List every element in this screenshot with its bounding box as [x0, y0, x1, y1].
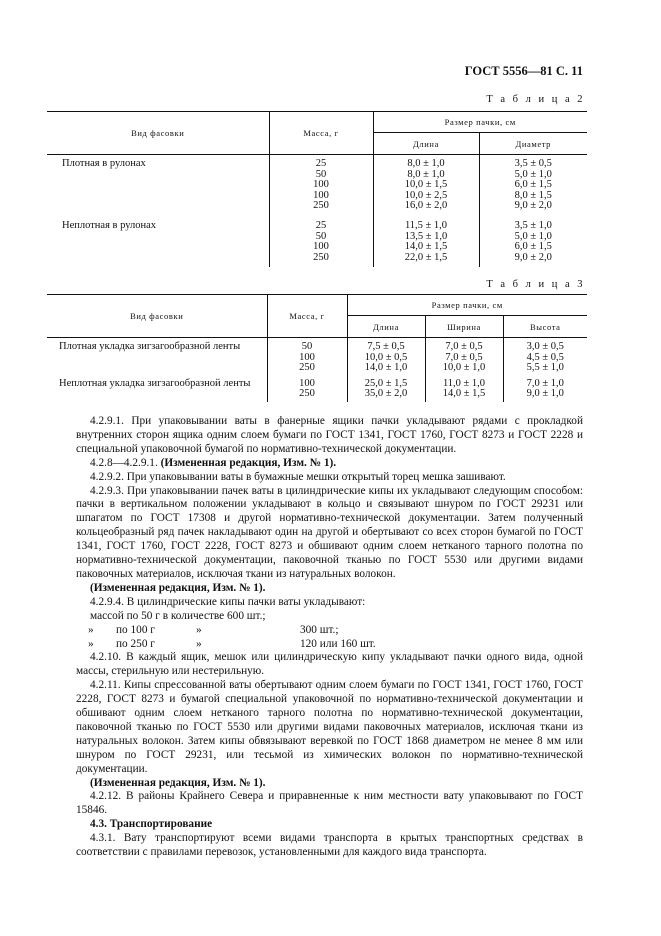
amendment-note-3: (Измененная редакция, Изм. № 1).: [90, 776, 266, 789]
t3-col-width: Ширина: [425, 316, 503, 338]
para-4-2-9-1: 4.2.9.1. При упаковывании ваты в фанерные ящики пачки укладывают рядами с прокладкой внутренних сторон ящика одним слоем бумаги по ГОСТ 1341, ГОСТ 1760, ГОСТ 8273 и ГОСТ 2228 и специальной упаковочной бумагой по нормативно-технической документации.: [76, 415, 583, 455]
t3-group2-mass: 100 250: [267, 374, 347, 402]
t3-col-height: Высота: [503, 316, 587, 338]
t3-col-mass: Масса, г: [267, 295, 347, 338]
t2-group2-diameter: 3,5 ± 1,0 5,0 ± 1,0 6,0 ± 1,5 9,0 ± 2,0: [514, 219, 552, 263]
amendment-note-2: (Измененная редакция, Изм. № 1).: [90, 581, 266, 594]
t3-group2-height: 7,0 ± 1,0 9,0 ± 1,0: [526, 377, 564, 400]
t3-col-size: Размер пачки, см: [347, 295, 587, 316]
t2-col-mass: Масса, г: [269, 112, 373, 155]
qty-row: » по 250 г » 120 или 160 шт.: [88, 637, 376, 650]
t3-group2-length: 25,0 ± 1,5 35,0 ± 2,0: [347, 374, 425, 402]
para-4-2-10: 4.2.10. В каждый ящик, мешок или цилиндрическую кипу укладывают пачки одного вида, одной массы, стерильную или нестерильную.: [76, 651, 583, 678]
table-row: [47, 374, 587, 402]
table-row: [47, 212, 587, 267]
table-2: [47, 111, 587, 267]
t3-col-length: Длина: [347, 316, 425, 338]
qty-intro: массой по 50 г в количестве 600 шт.;: [90, 609, 266, 622]
t3-col-type: Вид фасовки: [47, 295, 267, 338]
t2-group1-length: 8,0 ± 1,0 8,0 ± 1,0 10,0 ± 1,5 10,0 ± 2,5 16,0 ± 2,0: [373, 155, 479, 212]
t3-group1-width: 7,0 ± 0,5 7,0 ± 0,5 10,0 ± 1,0: [425, 338, 503, 374]
t2-col-length: Длина: [373, 133, 479, 155]
t2-group1-mass: 25 50 100 100 250: [269, 155, 373, 212]
t2-group2-mass: 25 50 100 250: [269, 212, 373, 267]
t3-group2-width: 11,0 ± 1,0 14,0 ± 1,5: [425, 374, 503, 402]
table3-caption: Т а б л и ц а 3: [486, 279, 585, 290]
t3-group1-label: Плотная укладка зигзагообразной ленты: [47, 338, 267, 374]
t2-group1-label: Плотная в рулонах: [47, 155, 269, 212]
t3-group2-label: Неплотная укладка зигзагообразной ленты: [47, 374, 267, 402]
para-4-2-12: 4.2.12. В районы Крайнего Севера и приравненные к ним местности вату упаковывают по ГОСТ 15846.: [76, 790, 583, 817]
para-4-2-9-4: 4.2.9.4. В цилиндрические кипы пачки ваты укладывают:: [90, 595, 366, 608]
t3-group1-length: 7,5 ± 0,5 10,0 ± 0,5 14,0 ± 1,0: [347, 338, 425, 374]
table-3: [47, 294, 587, 402]
para-amendment-1: [76, 457, 583, 471]
t2-group2-length: 11,5 ± 1,0 13,5 ± 1,0 14,0 ± 1,5 22,0 ± 1,5: [373, 212, 479, 267]
t3-group1-height: 3,0 ± 0,5 4,5 ± 0,5 5,5 ± 1,0: [526, 341, 564, 374]
amendment-note: (Измененная редакция, Изм. № 1).: [160, 456, 337, 469]
page-header: ГОСТ 5556—81 С. 11: [464, 64, 583, 78]
body-text: [76, 415, 583, 860]
table2-caption: Т а б л и ц а 2: [486, 94, 585, 105]
t2-col-size: Размер пачки, см: [373, 112, 587, 133]
t3-group1-mass: 50 100 250: [267, 338, 347, 374]
para-4-3-1: 4.3.1. Вату транспортируют всеми видами транспорта в крытых транспортных средствах в соответствии с правилами перевозок, установленными для каждого вида транспорта.: [76, 832, 583, 859]
table-row: [47, 338, 587, 374]
qty-row: » по 100 г » 300 шт.;: [88, 623, 339, 636]
amendment-ref: 4.2.8—4.2.9.1.: [90, 456, 158, 469]
t2-group2-label: Неплотная в рулонах: [47, 212, 269, 267]
t2-group1-diameter: 3,5 ± 0,5 5,0 ± 1,0 6,0 ± 1,5 8,0 ± 1,5 9,0 ± 2,0: [514, 158, 552, 212]
para-4-2-9-3: 4.2.9.3. При упаковывании пачек ваты в цилиндрические кипы их укладывают следующим способом: пачки в вертикальном положении укладывают в кольцо и связывают шнуром по ГОСТ 29231 или шпагатом по ГОСТ 17308 и другой нормативно-технической документации. Затем полученный кольцеобразный ряд пачек накладывают один на другой и обертывают со всех сторон бумагой по ГОСТ 1341, ГОСТ 1760, ГОСТ 2228, ГОСТ 8273 и обшивают одним слоем нетканого тарного полотна по нормативно-технической документации, паковочной тканью по ГОСТ 5530 или другими видами паковочных материалов, исключая ткани из натуральных волокон.: [76, 484, 583, 580]
t2-col-type: Вид фасовки: [47, 112, 269, 155]
table-row: [47, 155, 587, 212]
t2-col-diameter: Диаметр: [479, 133, 587, 155]
section-heading-4-3: 4.3. Транспортирование: [90, 818, 213, 831]
para-4-2-11: 4.2.11. Кипы спрессованной ваты обертывают одним слоем бумаги по ГОСТ 1341, ГОСТ 1760, ГОСТ 2228, ГОСТ 8273 и бумагой специальной упаковочной по нормативно-технической документации и обшивают одним слоем нетканого тарного полотна по нормативно-технической документации, паковочной тканью по ГОСТ 5530 или другими видами паковочных материалов, исключая ткани из натуральных волокон. Затем кипы обвязывают веревкой по ГОСТ 1868 диаметром не менее 8 мм или шнуром по ГОСТ 29231, или тесьмой из химических волокон по нормативно-технической документации.: [76, 679, 583, 775]
para-4-2-9-2: 4.2.9.2. При упаковывании ваты в бумажные мешки открытый торец мешка зашивают.: [90, 470, 506, 483]
